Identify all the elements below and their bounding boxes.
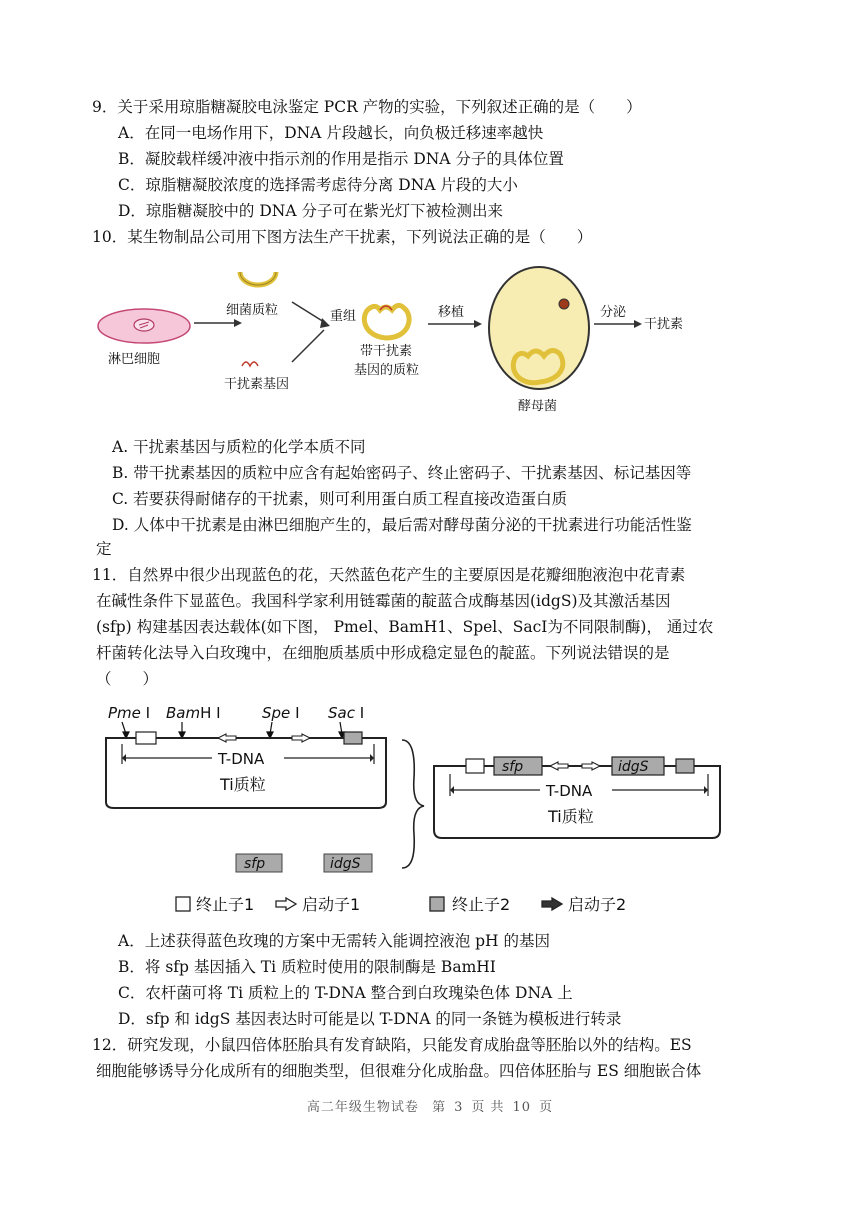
left-terminator-1 xyxy=(136,732,156,744)
left-promoter-1 xyxy=(218,734,236,742)
plasmid-label: 细菌质粒 xyxy=(226,303,279,318)
gene-label: 干扰素基因 xyxy=(224,377,290,392)
right-promoter-1 xyxy=(550,762,568,770)
bacterial-plasmid xyxy=(240,272,276,285)
legend xyxy=(176,895,626,914)
right-ti-plasmid xyxy=(434,766,720,838)
svg-text:Sac I: Sac I xyxy=(328,704,365,722)
q11-stem-line-2: 在碱性条件下显蓝色。我国科学家利用链霉菌的靛蓝合成酶基因(idgS)及其激活基因 xyxy=(96,592,671,610)
svg-text:sfp: sfp xyxy=(502,759,524,775)
interferon-production-diagram xyxy=(92,258,712,428)
q10-option-c: C. 若要获得耐储存的干扰素，则可利用蛋白质工程直接改造蛋白质 xyxy=(112,490,568,508)
secrete-label: 分泌 xyxy=(600,305,627,320)
q10-stem: 10．某生物制品公司用下图方法生产干扰素，下列说法正确的是（ ） xyxy=(92,228,593,246)
svg-text:idgS: idgS xyxy=(618,759,649,775)
legend-terminator-1: 终止子1 xyxy=(196,895,255,914)
sac-label: Sac xyxy=(328,704,355,722)
footer-page-number: 3 xyxy=(454,1100,464,1115)
recombinant-plasmid-label-2: 基因的质粒 xyxy=(354,363,420,378)
q9-option-a: A．在同一电场作用下，DNA 片段越长，向负极迁移速率越快 xyxy=(118,124,544,142)
q9-option-d: D．琼脂糖凝胶中的 DNA 分子可在紫光灯下被检测出来 xyxy=(118,202,503,220)
q11-stem-line-1: 11．自然界中很少出现蓝色的花，天然蓝色花产生的主要原因是花瓣细胞液泡中花青素 xyxy=(92,566,686,584)
svg-text:Pme I: Pme I xyxy=(108,704,151,722)
q10-option-d-continued: 定 xyxy=(96,540,112,558)
q11-option-b: B．将 sfp 基因插入 Ti 质粒时使用的限制酶是 BamHI xyxy=(118,958,496,976)
legend-promoter-2: 启动子2 xyxy=(568,895,627,914)
legend-promoter-1: 启动子1 xyxy=(302,895,361,914)
lymphocyte-label: 淋巴细胞 xyxy=(108,352,161,367)
q11-stem-line-3: (sfp) 构建基因表达载体(如下图， Pmel、BamH1、Spel、SacⅠ为不同限制酶)， 通过农 xyxy=(96,618,714,636)
transplant-label: 移植 xyxy=(438,305,465,320)
q11-stem-line-5: （ ） xyxy=(96,670,159,688)
q10-option-b: B. 带干扰素基因的质粒中应含有起始密码子、终止密码子、干扰素基因、标记基因等 xyxy=(112,464,692,482)
bam-label: Bam xyxy=(166,704,201,722)
recombinant-plasmid xyxy=(364,305,409,338)
q10-option-d: D. 人体中干扰素是由淋巴细胞产生的，最后需对酵母菌分泌的干扰素进行功能活性鉴 xyxy=(112,516,692,534)
spe-label: Spe xyxy=(262,704,291,722)
svg-text:BamH I: BamH I xyxy=(166,704,221,722)
q9-option-b: B．凝胶载样缓冲液中指示剂的作用是指示 DNA 分子的具体位置 xyxy=(118,150,564,168)
legend-terminator-2: 终止子2 xyxy=(452,895,511,914)
pme-label: Pme xyxy=(108,704,141,722)
svg-text:Spe I: Spe I xyxy=(262,704,300,722)
ti-plasmid-diagram xyxy=(96,698,736,924)
q12-stem-line-2: 细胞能够诱导分化成所有的细胞类型，但很难分化成胎盘。四倍体胚胎与 ES 细胞嵌合体 xyxy=(96,1062,702,1080)
left-tdna-label: T-DNA xyxy=(218,750,265,768)
q11-option-a: A．上述获得蓝色玫瑰的方案中无需转入能调控液泡 pH 的基因 xyxy=(118,932,550,950)
q9-stem: 9．关于采用琼脂糖凝胶电泳鉴定 PCR 产物的实验，下列叙述正确的是（ ） xyxy=(92,98,642,116)
q11-stem-line-4: 杆菌转化法导入白玫瑰中，在细胞质基质中形成稳定显色的靛蓝。下列说法错误的是 xyxy=(96,644,670,662)
recombinant-plasmid-label-1: 带干扰素 xyxy=(360,344,413,359)
svg-text:idgS: idgS xyxy=(330,856,361,872)
right-promoter-2 xyxy=(582,762,600,770)
q11-option-d: D．sfp 和 idgS 基因表达时可能是以 T-DNA 的同一条链为模板进行转录 xyxy=(118,1010,622,1028)
right-ti-label: Ti质粒 xyxy=(548,807,594,826)
interferon-gene xyxy=(242,362,258,366)
q10-option-a: A. 干扰素基因与质粒的化学本质不同 xyxy=(112,438,366,456)
recombine-label: 重组 xyxy=(330,309,357,324)
footer-total-pages: 10 xyxy=(512,1100,532,1115)
left-ti-plasmid xyxy=(106,738,386,808)
left-promoter-2 xyxy=(292,734,310,742)
brace xyxy=(402,740,424,868)
svg-text:sfp: sfp xyxy=(244,856,266,872)
yeast-label: 酵母菌 xyxy=(518,399,558,414)
page-footer: 高二年级生物试卷 第 3 页 共 10 页 xyxy=(306,1100,554,1115)
interferon-label: 干扰素 xyxy=(644,317,684,332)
right-terminator-1 xyxy=(466,759,484,773)
right-tdna-label: T-DNA xyxy=(546,782,593,800)
q11-option-c: C．农杆菌可将 Ti 质粒上的 T-DNA 整合到白玫瑰染色体 DNA 上 xyxy=(118,984,573,1002)
left-terminator-2 xyxy=(344,732,362,744)
right-terminator-2 xyxy=(676,759,694,773)
footer-title: 高二年级生物试卷 xyxy=(306,1100,419,1115)
q12-stem-line-1: 12．研究发现，小鼠四倍体胚胎具有发育缺陷，只能发育成胎盘等胚胎以外的结构。ES xyxy=(92,1036,692,1054)
q9-option-c: C．琼脂糖凝胶浓度的选择需考虑待分离 DNA 片段的大小 xyxy=(118,176,518,194)
yeast-cell xyxy=(489,267,589,389)
left-ti-label: Ti质粒 xyxy=(220,775,266,794)
